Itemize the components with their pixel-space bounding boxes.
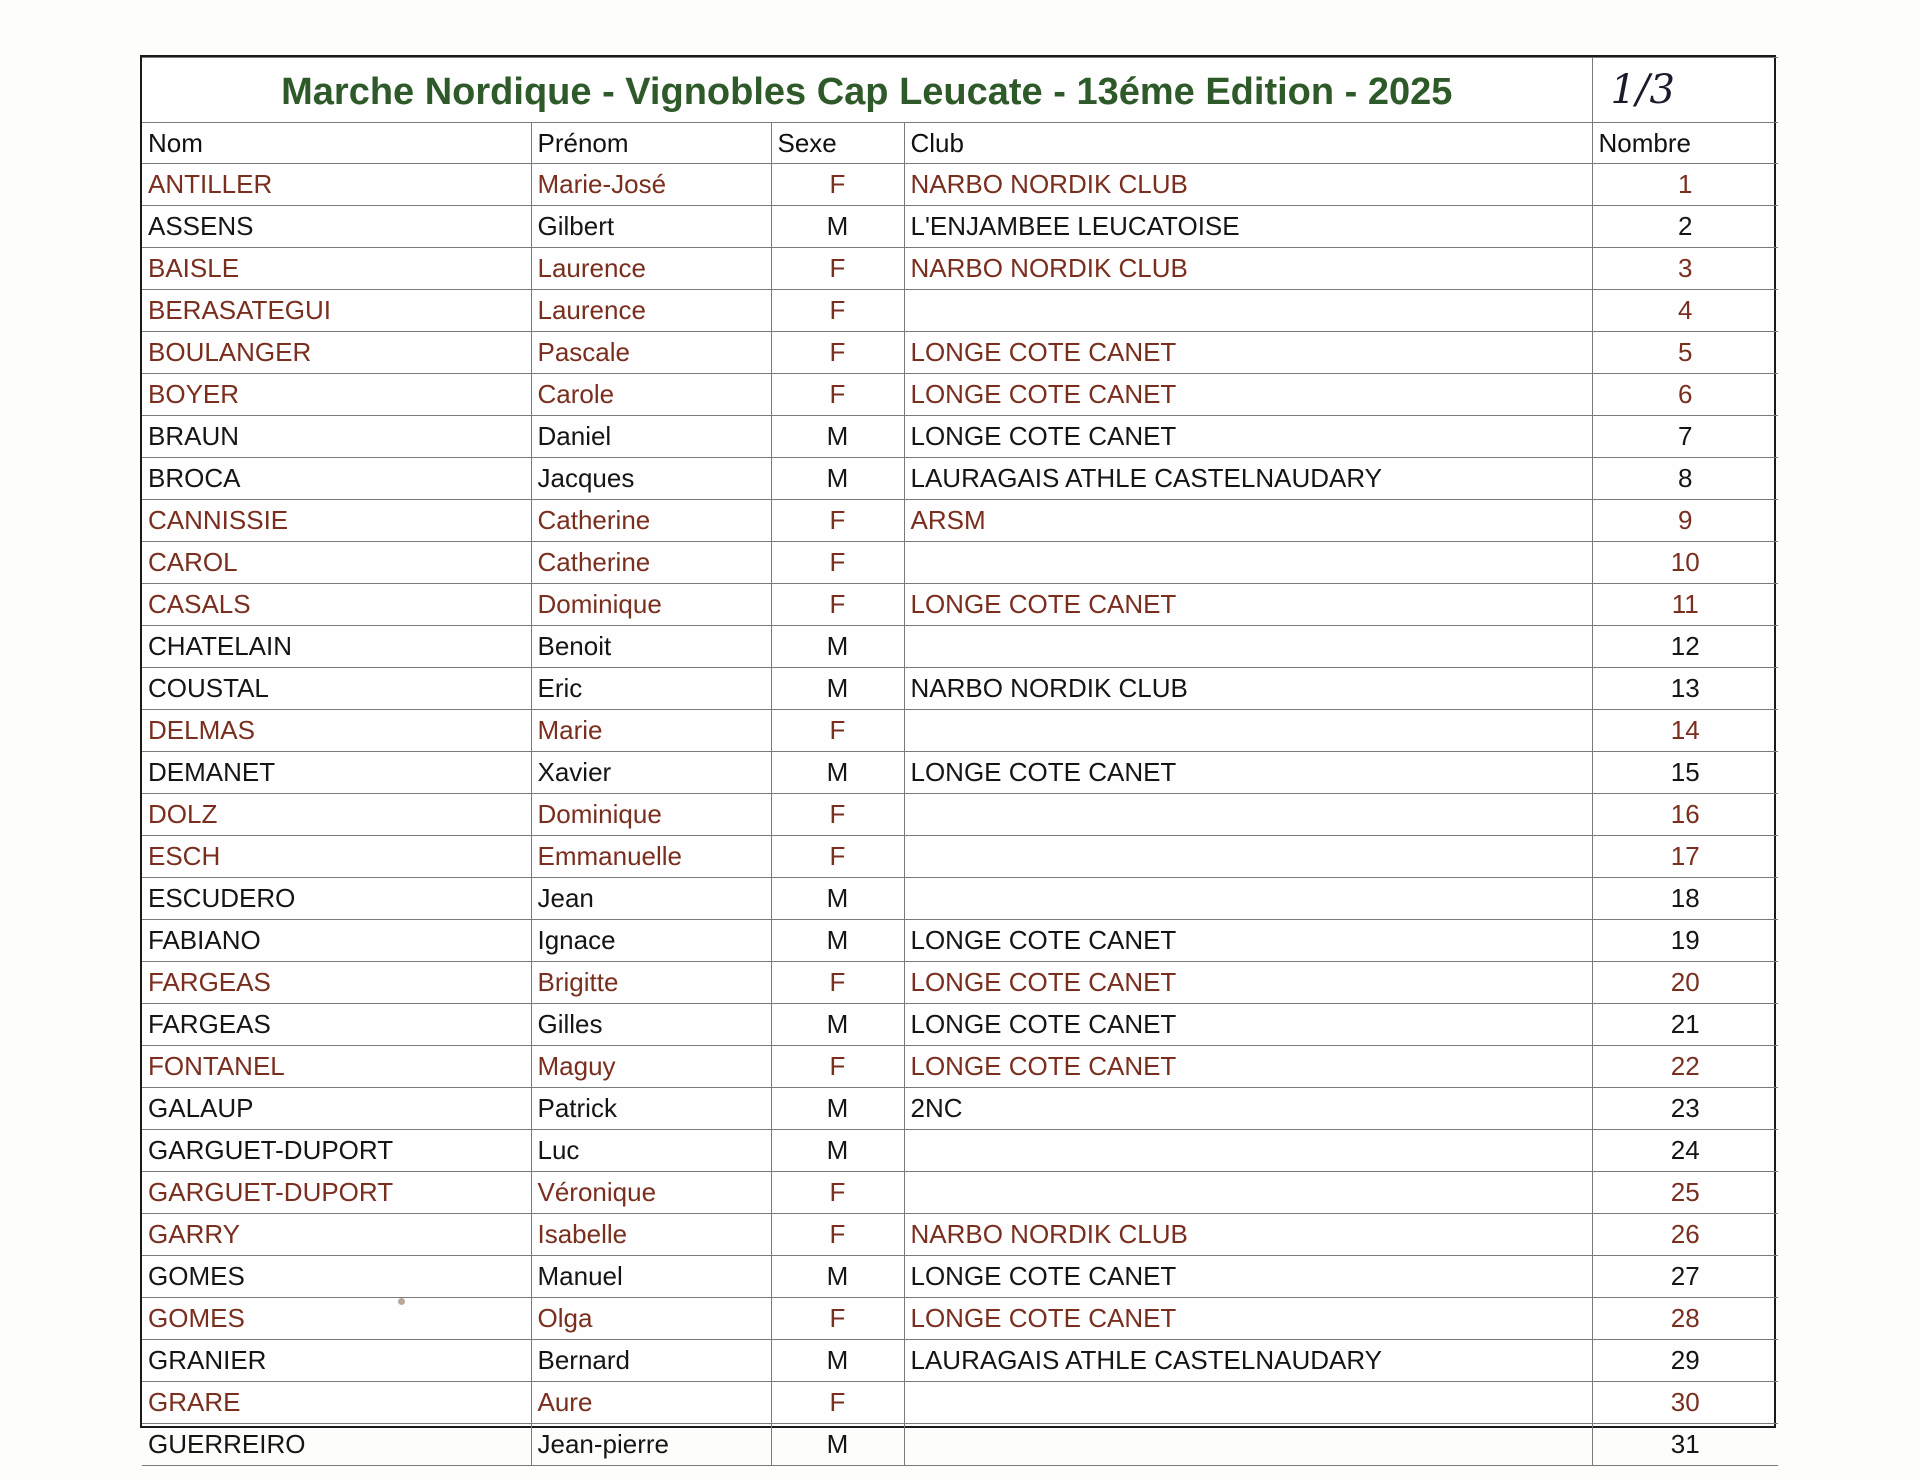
cell-prenom: Luc bbox=[531, 1130, 771, 1172]
participant-table bbox=[142, 57, 1778, 1466]
table-row bbox=[142, 500, 1778, 542]
cell-sexe: M bbox=[771, 668, 904, 710]
cell-sexe: M bbox=[771, 626, 904, 668]
cell-nombre: 10 bbox=[1592, 542, 1778, 584]
table-row bbox=[142, 458, 1778, 500]
cell-nom: GARRY bbox=[142, 1214, 531, 1256]
cell-nombre: 13 bbox=[1592, 668, 1778, 710]
cell-nombre: 3 bbox=[1592, 248, 1778, 290]
cell-sexe: F bbox=[771, 500, 904, 542]
cell-club: LONGE COTE CANET bbox=[904, 962, 1592, 1004]
cell-sexe: F bbox=[771, 1382, 904, 1424]
table-row bbox=[142, 1130, 1778, 1172]
cell-sexe: M bbox=[771, 458, 904, 500]
cell-club: LAURAGAIS ATHLE CASTELNAUDARY bbox=[904, 1340, 1592, 1382]
cell-club: NARBO NORDIK CLUB bbox=[904, 164, 1592, 206]
cell-sexe: F bbox=[771, 542, 904, 584]
cell-prenom: Bernard bbox=[531, 1340, 771, 1382]
cell-club: 2NC bbox=[904, 1088, 1592, 1130]
cell-nom: CHATELAIN bbox=[142, 626, 531, 668]
cell-prenom: Laurence bbox=[531, 290, 771, 332]
cell-prenom: Isabelle bbox=[531, 1214, 771, 1256]
cell-sexe: F bbox=[771, 962, 904, 1004]
table-row bbox=[142, 1382, 1778, 1424]
cell-sexe: F bbox=[771, 248, 904, 290]
cell-club: NARBO NORDIK CLUB bbox=[904, 1214, 1592, 1256]
cell-club bbox=[904, 1130, 1592, 1172]
table-row bbox=[142, 332, 1778, 374]
cell-prenom: Véronique bbox=[531, 1172, 771, 1214]
cell-prenom: Catherine bbox=[531, 542, 771, 584]
cell-nombre: 23 bbox=[1592, 1088, 1778, 1130]
cell-prenom: Maguy bbox=[531, 1046, 771, 1088]
cell-club: LONGE COTE CANET bbox=[904, 332, 1592, 374]
cell-sexe: F bbox=[771, 710, 904, 752]
table-row bbox=[142, 962, 1778, 1004]
cell-nombre: 9 bbox=[1592, 500, 1778, 542]
cell-nombre: 8 bbox=[1592, 458, 1778, 500]
cell-prenom: Patrick bbox=[531, 1088, 771, 1130]
table-row bbox=[142, 416, 1778, 458]
cell-nom: ANTILLER bbox=[142, 164, 531, 206]
cell-nombre: 14 bbox=[1592, 710, 1778, 752]
cell-prenom: Ignace bbox=[531, 920, 771, 962]
cell-nom: BERASATEGUI bbox=[142, 290, 531, 332]
cell-club: LONGE COTE CANET bbox=[904, 1004, 1592, 1046]
table-row bbox=[142, 542, 1778, 584]
cell-nom: FARGEAS bbox=[142, 1004, 531, 1046]
cell-nombre: 2 bbox=[1592, 206, 1778, 248]
cell-nombre: 16 bbox=[1592, 794, 1778, 836]
cell-nom: COUSTAL bbox=[142, 668, 531, 710]
cell-nom: GRANIER bbox=[142, 1340, 531, 1382]
table-row bbox=[142, 290, 1778, 332]
cell-club: LONGE COTE CANET bbox=[904, 1298, 1592, 1340]
cell-prenom: Daniel bbox=[531, 416, 771, 458]
cell-nom: BRAUN bbox=[142, 416, 531, 458]
cell-prenom: Olga bbox=[531, 1298, 771, 1340]
cell-nom: DEMANET bbox=[142, 752, 531, 794]
cell-sexe: F bbox=[771, 794, 904, 836]
cell-prenom: Carole bbox=[531, 374, 771, 416]
table-row bbox=[142, 1088, 1778, 1130]
cell-prenom: Aure bbox=[531, 1382, 771, 1424]
table-row bbox=[142, 206, 1778, 248]
cell-sexe: M bbox=[771, 1088, 904, 1130]
header-club: Club bbox=[904, 123, 1592, 164]
cell-club bbox=[904, 542, 1592, 584]
cell-prenom: Jean bbox=[531, 878, 771, 920]
cell-nom: GOMES bbox=[142, 1298, 531, 1340]
cell-prenom: Manuel bbox=[531, 1256, 771, 1298]
cell-nombre: 11 bbox=[1592, 584, 1778, 626]
cell-nom: ASSENS bbox=[142, 206, 531, 248]
cell-prenom: Brigitte bbox=[531, 962, 771, 1004]
cell-sexe: M bbox=[771, 1004, 904, 1046]
cell-nom: ESCUDERO bbox=[142, 878, 531, 920]
cell-sexe: F bbox=[771, 1172, 904, 1214]
cell-nombre: 18 bbox=[1592, 878, 1778, 920]
cell-sexe: M bbox=[771, 416, 904, 458]
cell-nombre: 12 bbox=[1592, 626, 1778, 668]
table-row bbox=[142, 836, 1778, 878]
cell-nom: DELMAS bbox=[142, 710, 531, 752]
cell-nombre: 24 bbox=[1592, 1130, 1778, 1172]
cell-club bbox=[904, 710, 1592, 752]
participant-sheet bbox=[140, 55, 1776, 1459]
title-row bbox=[142, 58, 1778, 123]
document-title: Marche Nordique - Vignobles Cap Leucate - 13éme Edition - 2025 bbox=[142, 58, 1592, 123]
table-row bbox=[142, 1424, 1778, 1466]
cell-sexe: F bbox=[771, 332, 904, 374]
cell-prenom: Eric bbox=[531, 668, 771, 710]
cell-nombre: 15 bbox=[1592, 752, 1778, 794]
cell-club: NARBO NORDIK CLUB bbox=[904, 668, 1592, 710]
cell-nombre: 22 bbox=[1592, 1046, 1778, 1088]
cell-nombre: 1 bbox=[1592, 164, 1778, 206]
cell-nom: CASALS bbox=[142, 584, 531, 626]
cell-sexe: M bbox=[771, 752, 904, 794]
cell-sexe: M bbox=[771, 1130, 904, 1172]
cell-nom: BROCA bbox=[142, 458, 531, 500]
cell-sexe: F bbox=[771, 1046, 904, 1088]
cell-club bbox=[904, 1172, 1592, 1214]
cell-sexe: F bbox=[771, 1214, 904, 1256]
cell-club: LONGE COTE CANET bbox=[904, 1256, 1592, 1298]
page-number-handwritten: 1/3 bbox=[1592, 58, 1778, 123]
cell-nombre: 4 bbox=[1592, 290, 1778, 332]
cell-club bbox=[904, 290, 1592, 332]
table-row bbox=[142, 1004, 1778, 1046]
cell-sexe: F bbox=[771, 1298, 904, 1340]
cell-sexe: M bbox=[771, 1424, 904, 1466]
table-row bbox=[142, 794, 1778, 836]
table-row bbox=[142, 584, 1778, 626]
cell-nom: FABIANO bbox=[142, 920, 531, 962]
cell-club bbox=[904, 794, 1592, 836]
cell-club bbox=[904, 626, 1592, 668]
cell-club: LONGE COTE CANET bbox=[904, 752, 1592, 794]
cell-nom: GARGUET-DUPORT bbox=[142, 1130, 531, 1172]
paper-speck bbox=[398, 1298, 405, 1305]
cell-sexe: F bbox=[771, 290, 904, 332]
cell-prenom: Laurence bbox=[531, 248, 771, 290]
cell-nom: BAISLE bbox=[142, 248, 531, 290]
cell-nombre: 5 bbox=[1592, 332, 1778, 374]
column-header-row bbox=[142, 123, 1778, 164]
cell-nom: GOMES bbox=[142, 1256, 531, 1298]
cell-club: LAURAGAIS ATHLE CASTELNAUDARY bbox=[904, 458, 1592, 500]
cell-nom: ESCH bbox=[142, 836, 531, 878]
cell-sexe: M bbox=[771, 1340, 904, 1382]
cell-nombre: 6 bbox=[1592, 374, 1778, 416]
cell-nombre: 25 bbox=[1592, 1172, 1778, 1214]
cell-prenom: Marie bbox=[531, 710, 771, 752]
cell-nom: GALAUP bbox=[142, 1088, 531, 1130]
cell-prenom: Pascale bbox=[531, 332, 771, 374]
cell-sexe: F bbox=[771, 584, 904, 626]
table-row bbox=[142, 710, 1778, 752]
table-row bbox=[142, 164, 1778, 206]
cell-nombre: 31 bbox=[1592, 1424, 1778, 1466]
cell-club bbox=[904, 1382, 1592, 1424]
cell-nombre: 20 bbox=[1592, 962, 1778, 1004]
cell-club bbox=[904, 836, 1592, 878]
table-row bbox=[142, 1298, 1778, 1340]
cell-prenom: Marie-José bbox=[531, 164, 771, 206]
cell-nom: GRARE bbox=[142, 1382, 531, 1424]
cell-club bbox=[904, 1424, 1592, 1466]
table-row bbox=[142, 626, 1778, 668]
cell-nom: FONTANEL bbox=[142, 1046, 531, 1088]
cell-club: LONGE COTE CANET bbox=[904, 584, 1592, 626]
cell-club: LONGE COTE CANET bbox=[904, 416, 1592, 458]
table-row bbox=[142, 920, 1778, 962]
cell-sexe: M bbox=[771, 1256, 904, 1298]
cell-nombre: 19 bbox=[1592, 920, 1778, 962]
table-row bbox=[142, 1172, 1778, 1214]
cell-club: NARBO NORDIK CLUB bbox=[904, 248, 1592, 290]
cell-nom: CAROL bbox=[142, 542, 531, 584]
table-row bbox=[142, 668, 1778, 710]
cell-nombre: 29 bbox=[1592, 1340, 1778, 1382]
cell-nombre: 30 bbox=[1592, 1382, 1778, 1424]
cell-sexe: M bbox=[771, 920, 904, 962]
cell-sexe: M bbox=[771, 206, 904, 248]
table-row bbox=[142, 1340, 1778, 1382]
cell-nom: GARGUET-DUPORT bbox=[142, 1172, 531, 1214]
cell-nombre: 7 bbox=[1592, 416, 1778, 458]
cell-sexe: F bbox=[771, 836, 904, 878]
table-row bbox=[142, 1214, 1778, 1256]
cell-nom: FARGEAS bbox=[142, 962, 531, 1004]
cell-club: LONGE COTE CANET bbox=[904, 920, 1592, 962]
table-row bbox=[142, 752, 1778, 794]
cell-prenom: Gilles bbox=[531, 1004, 771, 1046]
cell-nombre: 17 bbox=[1592, 836, 1778, 878]
header-nombre: Nombre bbox=[1592, 123, 1778, 164]
cell-sexe: M bbox=[771, 878, 904, 920]
cell-nombre: 28 bbox=[1592, 1298, 1778, 1340]
table-row bbox=[142, 1046, 1778, 1088]
cell-nombre: 27 bbox=[1592, 1256, 1778, 1298]
cell-nom: GUERREIRO bbox=[142, 1424, 531, 1466]
header-prenom: Prénom bbox=[531, 123, 771, 164]
cell-nombre: 21 bbox=[1592, 1004, 1778, 1046]
cell-club bbox=[904, 878, 1592, 920]
cell-club: L'ENJAMBEE LEUCATOISE bbox=[904, 206, 1592, 248]
cell-prenom: Jean-pierre bbox=[531, 1424, 771, 1466]
header-nom: Nom bbox=[142, 123, 531, 164]
cell-prenom: Gilbert bbox=[531, 206, 771, 248]
cell-club: ARSM bbox=[904, 500, 1592, 542]
cell-sexe: F bbox=[771, 164, 904, 206]
cell-nom: DOLZ bbox=[142, 794, 531, 836]
cell-nombre: 26 bbox=[1592, 1214, 1778, 1256]
cell-prenom: Jacques bbox=[531, 458, 771, 500]
table-row bbox=[142, 374, 1778, 416]
cell-prenom: Xavier bbox=[531, 752, 771, 794]
cell-prenom: Catherine bbox=[531, 500, 771, 542]
cell-club: LONGE COTE CANET bbox=[904, 374, 1592, 416]
cell-nom: CANNISSIE bbox=[142, 500, 531, 542]
cell-nom: BOULANGER bbox=[142, 332, 531, 374]
table-row bbox=[142, 1256, 1778, 1298]
cell-prenom: Benoit bbox=[531, 626, 771, 668]
cell-prenom: Dominique bbox=[531, 584, 771, 626]
cell-club: LONGE COTE CANET bbox=[904, 1046, 1592, 1088]
cell-sexe: F bbox=[771, 374, 904, 416]
table-row bbox=[142, 878, 1778, 920]
header-sexe: Sexe bbox=[771, 123, 904, 164]
table-row bbox=[142, 248, 1778, 290]
cell-prenom: Emmanuelle bbox=[531, 836, 771, 878]
cell-nom: BOYER bbox=[142, 374, 531, 416]
cell-prenom: Dominique bbox=[531, 794, 771, 836]
